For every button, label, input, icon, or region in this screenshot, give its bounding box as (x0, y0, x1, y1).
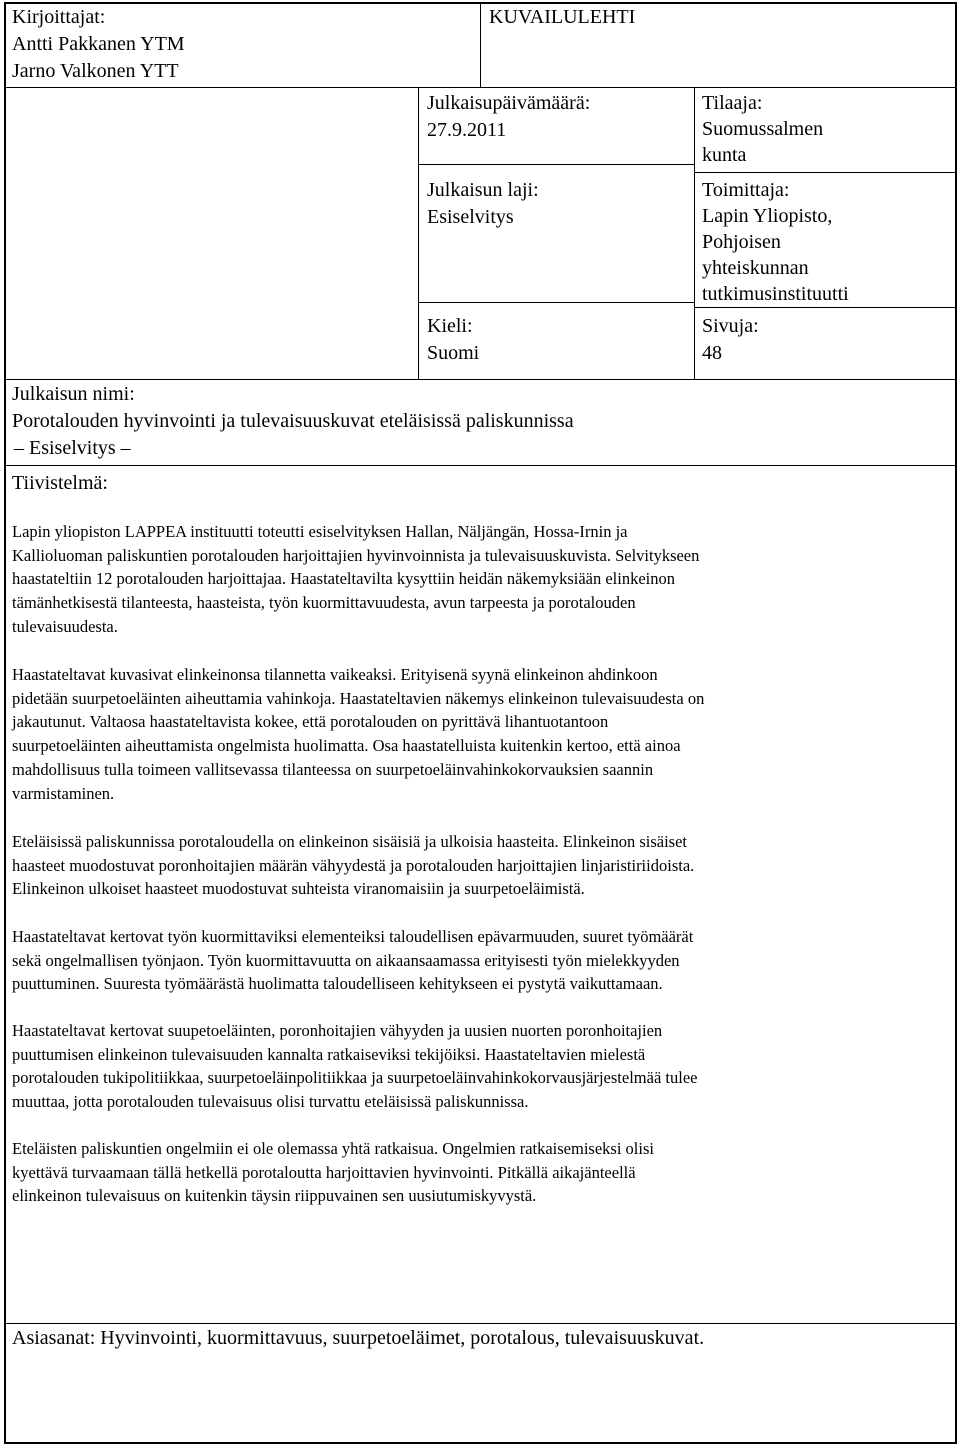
publication-name-line: – Esiselvitys – (14, 437, 131, 459)
publication-name-line: Porotalouden hyvinvointi ja tulevaisuuskuvat eteläisissä paliskunnissa (12, 410, 574, 432)
client-cell (702, 90, 823, 168)
publication-type-label: Julkaisun laji: (427, 179, 539, 201)
abstract-line: muuttaa, jotta porotalouden tulevaisuus olisi turvattu eteläisissä paliskunnissa. (12, 1092, 529, 1112)
pages-label: Sivuja: (702, 315, 759, 337)
divider-client-editor (694, 172, 957, 173)
abstract-paragraph-1 (12, 520, 947, 639)
abstract-paragraph-5 (12, 1019, 947, 1114)
publication-date-cell (427, 90, 590, 144)
editor-line: Lapin Yliopisto, (702, 205, 833, 227)
abstract-line: Eteläisten paliskuntien ongelmiin ei ole olemassa yhtä ratkaisua. Ongelmien ratkaisemiseksi olisi (12, 1139, 654, 1158)
author-name: Jarno Valkonen YTT (12, 60, 179, 82)
divider-editor-pages (694, 307, 957, 308)
client-line: kunta (702, 144, 747, 166)
abstract-paragraph-2 (12, 663, 947, 805)
divider-header-vertical (480, 2, 481, 88)
abstract-line: pidetään suurpetoeläinten aiheuttamia vahinkoja. Haastateltavien näkemys elinkeinon tulevaisuudesta on (12, 688, 705, 708)
client-label: Tilaaja: (702, 92, 763, 114)
abstract-line: haasteet muodostuvat poronhoitajien määrän vähyydestä ja porotalouden harjoittajien linjaristiriidoista. (12, 855, 695, 875)
divider-meta-bottom (4, 379, 957, 380)
client-line: Suomussalmen (702, 118, 824, 140)
abstract-line: mahdollisuus tulla toimeen vallitsevassa tilanteessa on suurpetoeläinvahinkokorvauksien saannin (12, 759, 654, 779)
authors-label: Kirjoittajat: (12, 6, 106, 28)
language-label: Kieli: (427, 315, 473, 337)
divider-title-abstract (4, 465, 957, 466)
abstract-line: puuttumisen elinkeinon tulevaisuuden kannalta ratkaiseviksi tekijöiksi. Haastateltavien mielestä (12, 1044, 646, 1064)
divider-date-type (418, 164, 695, 165)
form-title: KUVAILULEHTI (489, 6, 636, 28)
pages-cell (702, 313, 759, 367)
authors-cell (12, 4, 185, 85)
abstract-paragraph-3 (12, 830, 947, 901)
abstract-line: Eteläisissä paliskunnissa porotaloudella on elinkeinon sisäisiä ja ulkoisia haasteita. Elinkeinon sisäiset (12, 832, 687, 851)
border-left (4, 2, 6, 1444)
author-name: Antti Pakkanen YTM (12, 33, 185, 55)
editor-cell (702, 177, 849, 307)
publication-name-label: Julkaisun nimi: (12, 383, 135, 405)
publication-type-cell (427, 177, 539, 231)
abstract-line: Lapin yliopiston LAPPEA instituutti toteutti esiselvityksen Hallan, Näljängän, Hossa-Irnin ja (12, 522, 628, 541)
publication-date-value: 27.9.2011 (427, 119, 507, 141)
publication-name-cell (12, 381, 574, 462)
abstract-line: Haastateltavat kuvasivat elinkeinonsa tilannetta vaikeaksi. Erityisenä syynä elinkeinon ahdinkoon (12, 665, 658, 684)
editor-line: yhteiskunnan (702, 257, 809, 279)
abstract-line: Haastateltavat kertovat suupetoeläinten, poronhoitajien vähyyden ja uusien nuorten poronhoitajien (12, 1021, 663, 1040)
language-cell (427, 313, 479, 367)
divider-type-language (418, 302, 695, 303)
editor-line: tutkimusinstituutti (702, 283, 849, 305)
border-bottom (4, 1442, 957, 1444)
editor-line: Pohjoisen (702, 231, 781, 253)
abstract-line: porotalouden tukipolitiikkaa, suurpetoeläinpolitiikkaa ja suurpetoeläinvahinkokorvausjärjestelmää tulee (12, 1068, 698, 1088)
language-value: Suomi (427, 342, 480, 364)
divider-meta-left (418, 87, 419, 380)
keywords: Asiasanat: Hyvinvointi, kuormittavuus, suurpetoeläimet, porotalous, tulevaisuuskuvat. (12, 1327, 705, 1349)
abstract-paragraph-6 (12, 1137, 947, 1208)
abstract-line: jakautunut. Valtaosa haastateltavista kokee, että porotalouden on pyrittävä lihantuotantoon (12, 712, 609, 732)
abstract-line: varmistaminen. (12, 783, 115, 803)
abstract-line: tulevaisuudesta. (12, 616, 118, 636)
abstract-line: elinkeinon tulevaisuus on kuitenkin täysin riippuvainen sen uusiutumiskyvystä. (12, 1186, 537, 1206)
abstract-line: puuttuminen. Suuresta työmäärästä huolimatta taloudelliseen kehitykseen ei pystytä vaikuttamaan. (12, 974, 663, 994)
abstract-label: Tiivistelmä: (12, 472, 108, 494)
abstract-line: kyettävä turvaamaan tällä hetkellä porotaloutta harjoittavien hyvinvointi. Pitkällä aikajänteellä (12, 1162, 636, 1182)
divider-keywords (4, 1323, 957, 1324)
abstract-line: Elinkeinon ulkoiset haasteet muodostuvat suhteista viranomaisiin ja suurpetoeläimistä. (12, 879, 585, 899)
border-right (955, 2, 957, 1444)
divider-header-bottom (4, 87, 957, 88)
publication-type-value: Esiselvitys (427, 206, 514, 228)
abstract-line: Kallioluoman paliskuntien porotalouden harjoittajien hyvinvoinnista ja tulevaisuuskuvista. Selvitykseen (12, 545, 700, 565)
publication-date-label: Julkaisupäivämäärä: (427, 92, 591, 114)
divider-meta-right (694, 87, 695, 380)
abstract-line: Haastateltavat kertovat työn kuormittaviksi elementeiksi taloudellisen epävarmuuden, suuret työmäärät (12, 927, 694, 946)
editor-label: Toimittaja: (702, 179, 790, 201)
abstract-line: haastateltiin 12 porotalouden harjoittajaa. Haastateltavilta kysyttiin heidän näkemyksiään elinkeinon (12, 569, 676, 589)
abstract-line: sekä ongelmallisen työnjaon. Työn kuormittavuutta on aikaansaamassa erityisesti työn mielekkyyden (12, 950, 680, 970)
abstract-paragraph-4 (12, 925, 947, 996)
pages-value: 48 (702, 342, 722, 364)
abstract-line: suurpetoeläinten aiheuttamista ongelmista huolimatta. Osa haastatelluista kuitenkin kertoo, että ainoa (12, 736, 681, 756)
abstract-line: tämänhetkisestä tilanteesta, haasteista, työn kuormittavuudesta, avun tarpeesta ja porotalouden (12, 593, 636, 613)
